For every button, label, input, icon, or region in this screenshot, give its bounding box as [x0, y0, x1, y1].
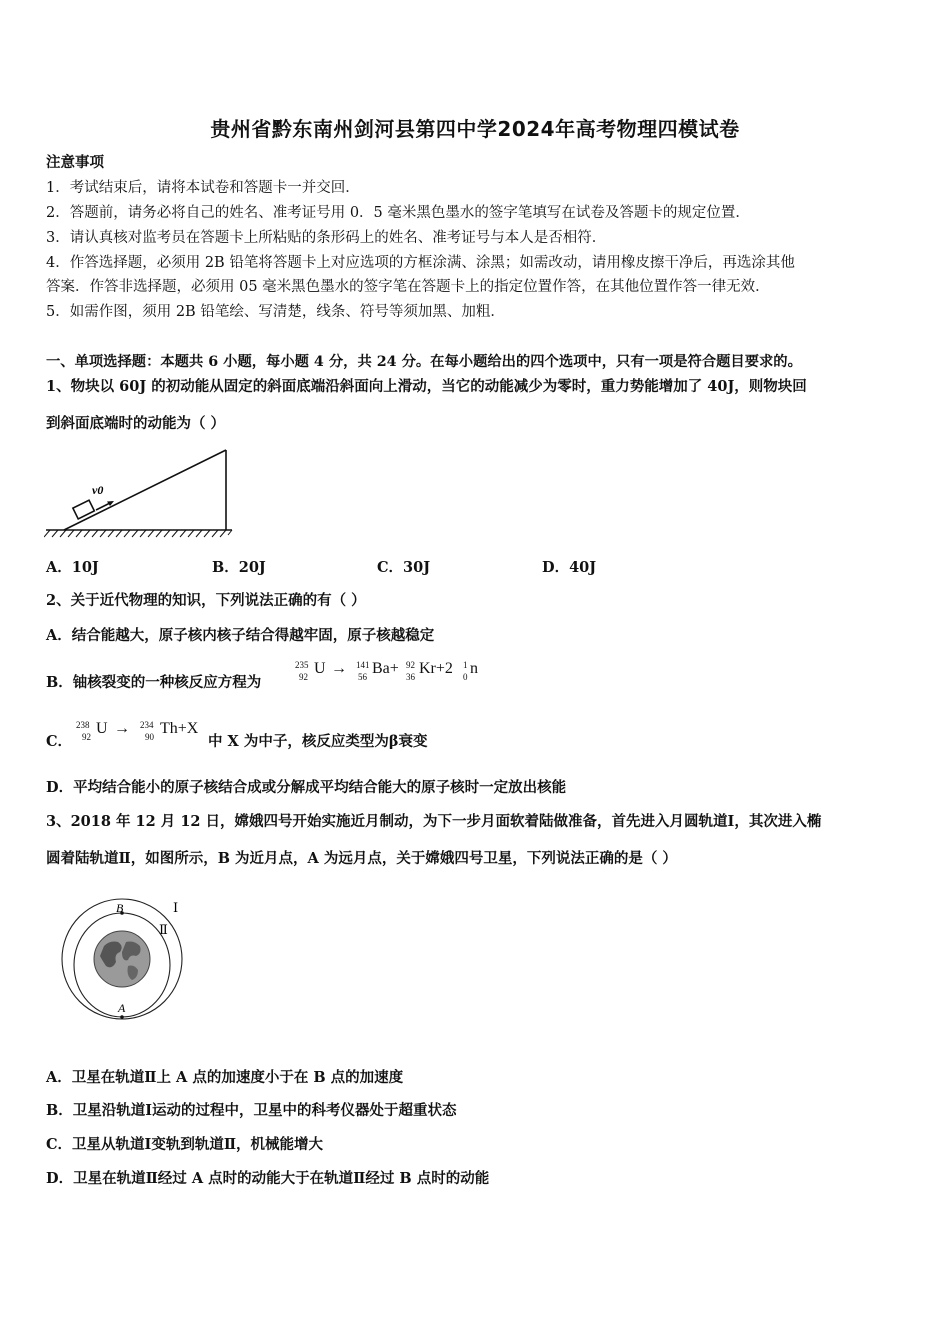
section-heading: 一、单项选择题：本题共 6 小题，每小题 4 分，共 24 分。在每小题给出的四个选项中，只有一项是符合题目要求的。 — [46, 354, 802, 370]
q1-option-c[interactable]: C．30J — [377, 559, 431, 576]
page-title: 贵州省黔东南州剑河县第四中学2024年高考物理四模试卷 — [210, 117, 740, 141]
q2-option-b[interactable] — [46, 673, 261, 693]
q2-option-d[interactable]: D．平均结合能小的原子核结合成或分解成平均结合能大的原子核时一定放出核能 — [46, 779, 567, 796]
q1-option-d[interactable]: D．40J — [542, 559, 597, 576]
orbit-figure — [58, 896, 198, 1024]
q3-option-d[interactable]: D．卫星在轨道Ⅱ经过 A 点时的动能大于在轨道Ⅱ经过 B 点时的动能 — [46, 1170, 490, 1187]
q2-option-b-label: B．铀核裂变的一种核反应方程为 — [46, 674, 262, 691]
q1-option-b[interactable]: B．20J — [212, 559, 266, 576]
point-b-label: B — [116, 901, 124, 915]
q2-option-c-text: 中 X 为中子，核反应类型为β衰变 — [208, 733, 428, 750]
q3-option-c[interactable]: C．卫星从轨道Ⅰ变轨到轨道Ⅱ，机械能增大 — [46, 1136, 324, 1153]
q3-stem-line2: 圆着陆轨道Ⅱ，如图所示，B 为近月点，A 为远月点，关于嫦娥四号卫星，下列说法正确的是（ ） — [46, 850, 677, 867]
notice-item: 2．答题前，请务必将自己的姓名、准考证号用 0．5 毫米黑色墨水的签字笔填写在试卷及答题卡的规定位置． — [46, 205, 750, 221]
orbit-i-label: Ⅰ — [173, 900, 179, 915]
q2-option-c-label: C． — [46, 733, 73, 750]
notice-item: 5．如需作图，须用 2B 铅笔绘、写清楚，线条、符号等须加黑、加粗． — [46, 304, 505, 320]
notice-heading: 注意事项 — [46, 154, 104, 171]
notice-item: 1．考试结束后，请将本试卷和答题卡一并交回． — [46, 180, 360, 196]
q3-option-a[interactable]: A．卫星在轨道Ⅱ上 A 点的加速度小于在 B 点的加速度 — [46, 1069, 404, 1086]
q3-stem-line1: 3、2018 年 12 月 12 日，嫦娥四号开始实施近月制动，为下一步月面软着陆做准备，首先进入月圆轨道Ⅰ，其次进入椭 — [46, 813, 822, 830]
notice-item: 4．作答选择题，必须用 2B 铅笔将答题卡上对应选项的方框涂满、涂黑；如需改动，请用橡皮擦干净后，再选涂其他 — [46, 255, 795, 271]
q1-stem-line1: 1、物块以 60J 的初动能从固定的斜面底端沿斜面向上滑动，当它的动能减少为零时，重力势能增加了 40J，则物块回 — [46, 378, 807, 395]
q3-option-b[interactable]: B．卫星沿轨道Ⅰ运动的过程中，卫星中的科考仪器处于超重状态 — [46, 1102, 457, 1119]
notice-item: 答案．作答非选择题，必须用 05 毫米黑色墨水的签字笔在答题卡上的指定位置作答，在其他位置作答一律无效． — [46, 279, 770, 295]
q1-option-a[interactable]: A．10J — [46, 559, 99, 576]
point-a-label: A — [118, 1001, 126, 1015]
notice-item: 3．请认真核对监考员在答题卡上所粘贴的条形码上的姓名、准考证号与本人是否相符． — [46, 230, 607, 246]
q2-stem: 2、关于近代物理的知识，下列说法正确的有（ ） — [46, 592, 366, 609]
velocity-label: v0 — [92, 483, 104, 497]
q1-stem-line2: 到斜面底端时的动能为（ ） — [46, 415, 226, 432]
orbit-ii-label: Ⅱ — [159, 922, 168, 937]
q2-option-c[interactable] — [46, 732, 72, 752]
incline-figure — [44, 446, 234, 538]
q2-option-a[interactable]: A．结合能越大，原子核内核子结合得越牢固，原子核越稳定 — [46, 627, 435, 644]
